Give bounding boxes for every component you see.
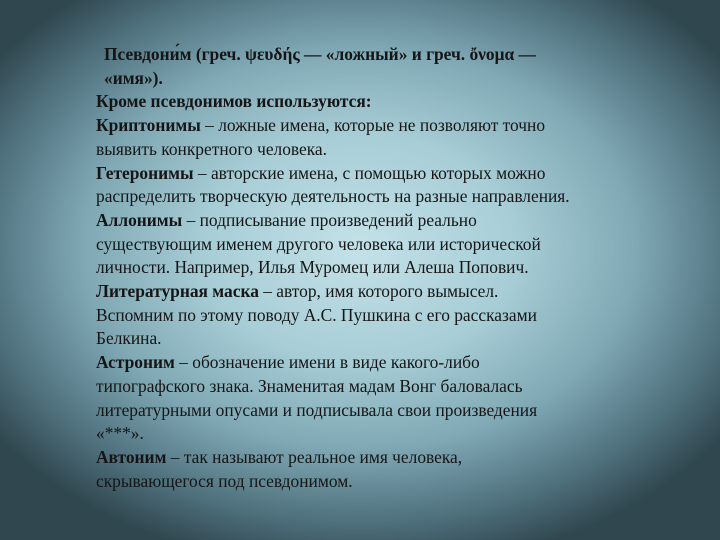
definition-heteronyms (96, 162, 576, 209)
definition-text: – авторские имена, с помощью которых можно распределить творческую деятельность на разные направления. (96, 162, 570, 207)
definition-text: – обозначение имени в виде какого-либо типографского знака. Знаменитая мадам Вонг баловалась литературными опусами и подписывала свои произведения «***». (96, 352, 538, 444)
definition-term: Гетеронимы (96, 162, 194, 183)
definition-text: – ложные имена, которые не позволяют точно выявить конкретного человека. (96, 115, 546, 159)
definition-cryptonyms (96, 114, 576, 161)
definition-term: Криптонимы (96, 115, 201, 136)
term-etymology: (греч. ψευδής — «ложный» и греч. ὄνομα — «имя»). (104, 44, 536, 88)
term-pseudonym: Псевдони́м (104, 44, 192, 64)
definition-text: – так называют реальное имя человека, скрывающегося под псевдонимом. (96, 446, 463, 491)
intro-paragraph (96, 43, 576, 90)
definition-allonyms (96, 209, 576, 280)
text-block (96, 43, 576, 493)
definition-term: Автоним (96, 446, 167, 467)
definition-term: Литературная маска (96, 281, 259, 302)
definition-term: Астроним (96, 352, 175, 373)
definition-autonym (96, 446, 576, 493)
definition-term: Аллонимы (96, 209, 183, 230)
definition-text: – подписывание произведений реально существующим именем другого человека или исторической личности. Например, Илья Муромец или Алеша Попович. (96, 209, 541, 278)
definition-text: – автор, имя которого вымысел. Вспомним по этому поводу А.С. Пушкина с его рассказами Белкина. (96, 281, 537, 349)
definition-astronym (96, 351, 576, 446)
subheading: Кроме псевдонимов используются: (96, 91, 372, 112)
definition-literary-mask (96, 280, 576, 351)
